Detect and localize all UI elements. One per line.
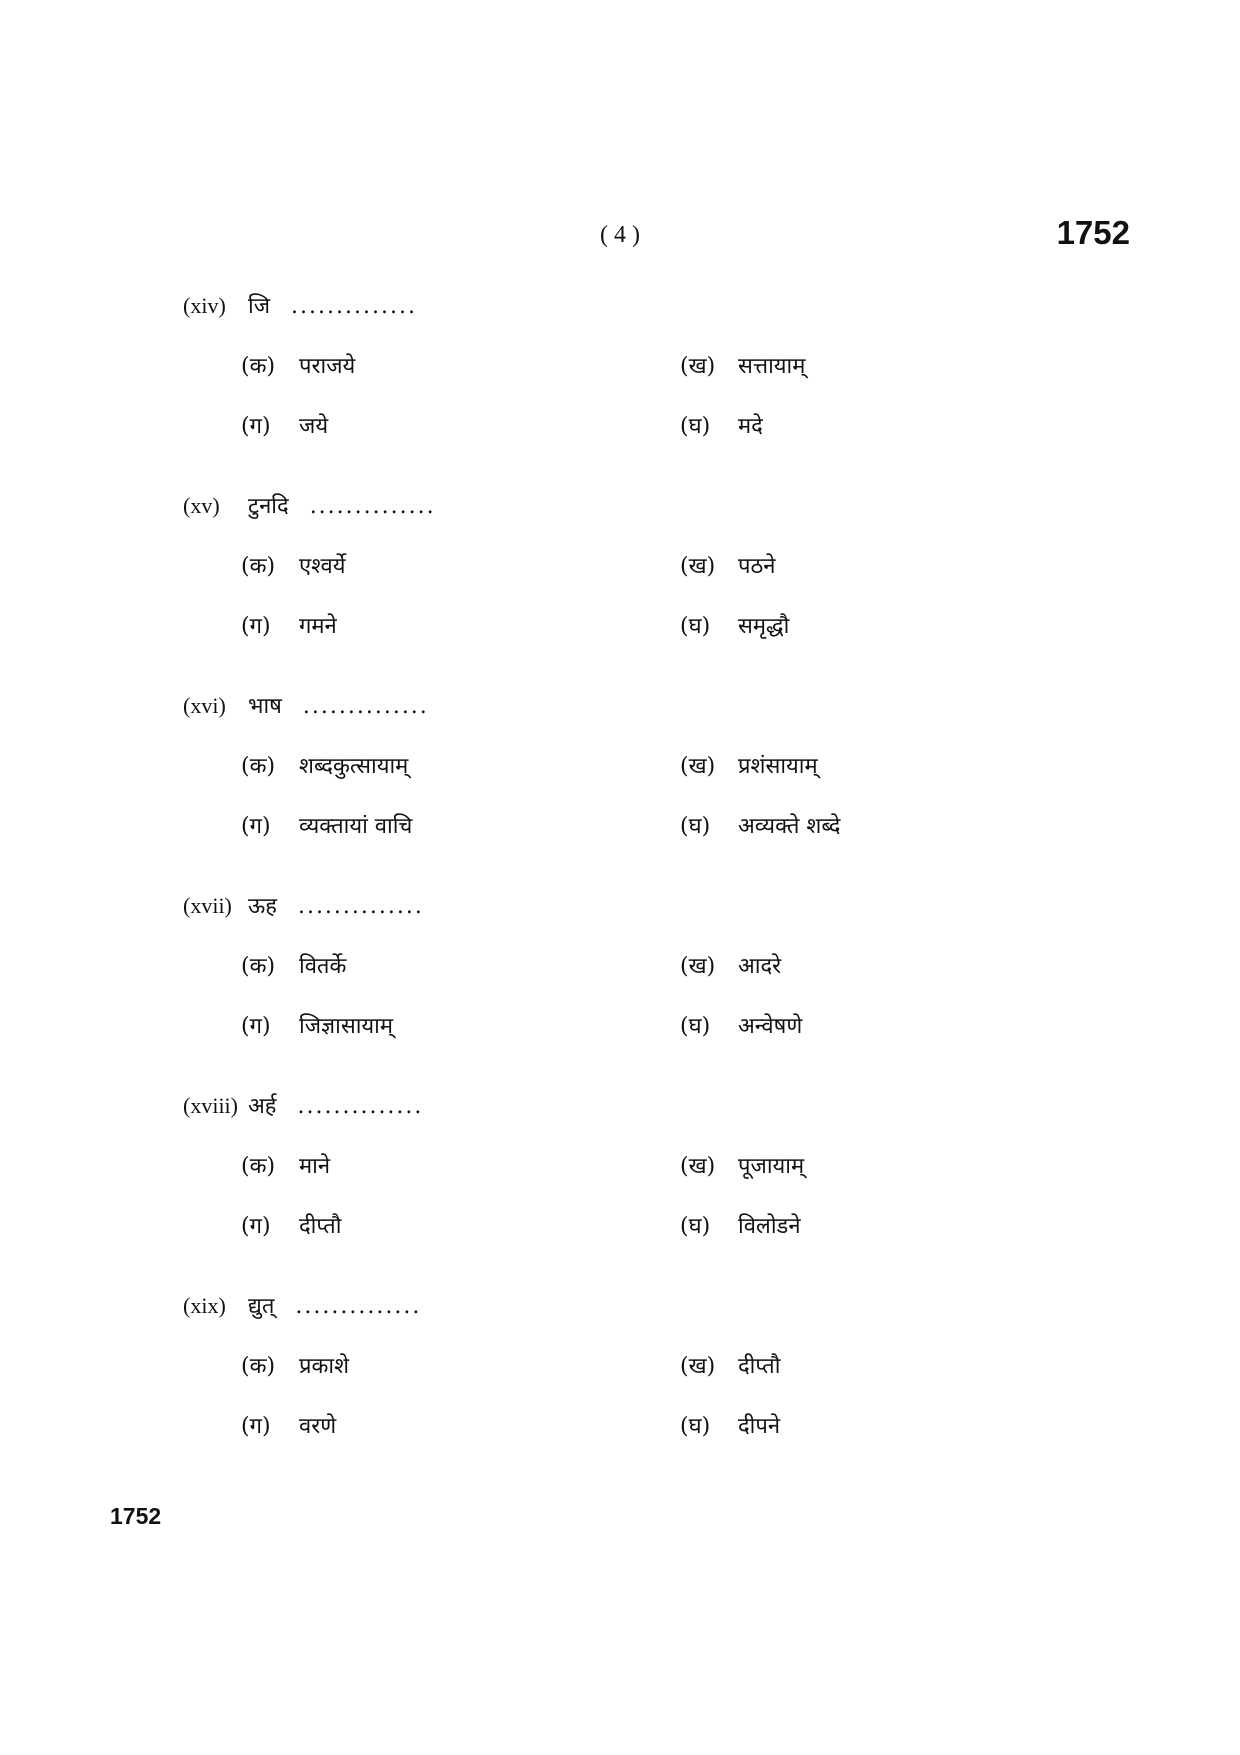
- root-word: द्युत्: [248, 1294, 275, 1319]
- option-label: (क): [241, 354, 276, 379]
- question-list: [183, 290, 1143, 1490]
- option-label: (क): [241, 1154, 276, 1179]
- option-label: (घ): [680, 1014, 711, 1039]
- option-ga: [241, 810, 412, 840]
- option-label: (ख): [680, 1154, 716, 1179]
- option-label: (ग): [241, 1214, 271, 1239]
- option-label: (ख): [680, 754, 716, 779]
- blank-dots: ..............: [291, 294, 417, 319]
- option-label: (क): [241, 554, 276, 579]
- question-number: (xiv): [183, 293, 226, 318]
- option-ka: [241, 550, 346, 580]
- option-text: गमने: [299, 614, 337, 639]
- option-text: जये: [299, 414, 329, 439]
- root-word: जि: [248, 294, 271, 319]
- option-kha: [680, 950, 781, 980]
- question-xiv: [183, 290, 1143, 490]
- option-kha: [680, 750, 818, 780]
- option-text: माने: [299, 1154, 331, 1179]
- option-label: (घ): [680, 414, 711, 439]
- option-text: पठने: [738, 554, 776, 579]
- option-label: (घ): [680, 614, 711, 639]
- option-label: (घ): [680, 1214, 711, 1239]
- question-stem: [183, 490, 436, 520]
- root-word: भाष: [248, 694, 282, 719]
- option-gha: [680, 1210, 801, 1240]
- question-stem: [183, 690, 429, 720]
- option-text: एश्वर्ये: [299, 554, 346, 579]
- page-number: ( 4 ): [600, 222, 640, 248]
- root-word: अर्ह: [248, 1094, 277, 1119]
- option-text: वरणे: [299, 1414, 337, 1439]
- blank-dots: ..............: [297, 1094, 424, 1119]
- question-stem: [183, 1090, 423, 1120]
- option-label: (ख): [680, 354, 716, 379]
- option-kha: [680, 550, 776, 580]
- question-stem: [183, 1290, 421, 1320]
- option-ka: [241, 950, 346, 980]
- option-label: (घ): [680, 1414, 711, 1439]
- question-stem: [183, 290, 417, 320]
- option-text: अन्वेषणे: [738, 1014, 803, 1039]
- option-text: आदरे: [738, 954, 782, 979]
- option-label: (ख): [680, 1354, 716, 1379]
- option-label: (ख): [680, 554, 716, 579]
- option-label: (ग): [241, 814, 271, 839]
- option-gha: [680, 410, 763, 440]
- option-kha: [680, 1150, 804, 1180]
- option-text: व्यक्तायां वाचि: [299, 814, 413, 839]
- option-gha: [680, 610, 789, 640]
- option-ka: [241, 750, 408, 780]
- option-text: प्रशंसायाम्: [738, 754, 818, 779]
- option-label: (घ): [680, 814, 711, 839]
- root-word: ऊह: [248, 894, 277, 919]
- option-ga: [241, 610, 337, 640]
- option-text: मदे: [738, 414, 763, 439]
- question-xv: [183, 490, 1143, 690]
- blank-dots: ..............: [295, 1294, 422, 1319]
- option-label: (ग): [241, 1014, 271, 1039]
- question-number: (xvii): [183, 893, 232, 918]
- option-label: (क): [241, 954, 276, 979]
- option-gha: [680, 810, 840, 840]
- option-text: विलोडने: [738, 1214, 801, 1239]
- blank-dots: ..............: [309, 494, 436, 519]
- question-xvii: [183, 890, 1143, 1090]
- option-text: अव्यक्ते शब्दे: [738, 814, 841, 839]
- option-ga: [241, 1210, 341, 1240]
- option-text: सत्तायाम्: [738, 354, 806, 379]
- option-ga: [241, 410, 328, 440]
- option-text: दीपने: [738, 1414, 781, 1439]
- option-text: पराजये: [299, 354, 356, 379]
- option-text: दीप्तौ: [738, 1354, 781, 1379]
- option-label: (ख): [680, 954, 716, 979]
- option-text: वितर्के: [299, 954, 347, 979]
- option-label: (क): [241, 754, 276, 779]
- question-number: (xviii): [183, 1093, 238, 1118]
- blank-dots: ..............: [297, 894, 424, 919]
- option-kha: [680, 350, 805, 380]
- question-xviii: [183, 1090, 1143, 1290]
- option-text: दीप्तौ: [299, 1214, 342, 1239]
- paper-code-top: 1752: [1056, 214, 1130, 251]
- question-number: (xv): [183, 493, 220, 518]
- option-label: (ग): [241, 414, 271, 439]
- blank-dots: ..............: [302, 694, 429, 719]
- question-xix: [183, 1290, 1143, 1490]
- root-word: टुनदि: [248, 494, 289, 519]
- option-ka: [241, 1150, 330, 1180]
- question-stem: [183, 890, 424, 920]
- option-ga: [241, 1010, 393, 1040]
- option-text: समृद्धौ: [738, 614, 790, 639]
- option-ka: [241, 1350, 349, 1380]
- option-kha: [680, 1350, 780, 1380]
- option-text: पूजायाम्: [738, 1154, 805, 1179]
- option-gha: [680, 1410, 780, 1440]
- option-text: प्रकाशे: [299, 1354, 350, 1379]
- option-text: जिज्ञासायाम्: [299, 1014, 394, 1039]
- option-ga: [241, 1410, 336, 1440]
- option-gha: [680, 1010, 802, 1040]
- option-label: (ग): [241, 614, 271, 639]
- option-label: (क): [241, 1354, 276, 1379]
- option-text: शब्दकुत्सायाम्: [299, 754, 409, 779]
- question-xvi: [183, 690, 1143, 890]
- question-number: (xix): [183, 1293, 226, 1318]
- question-number: (xvi): [183, 693, 226, 718]
- paper-code-bottom: 1752: [110, 1503, 162, 1529]
- option-label: (ग): [241, 1414, 271, 1439]
- option-ka: [241, 350, 355, 380]
